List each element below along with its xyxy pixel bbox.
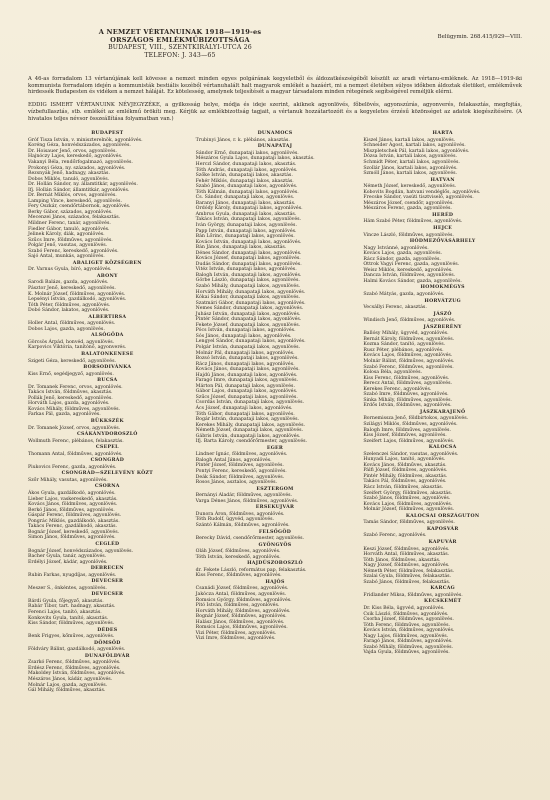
- martyr-entry: Iván György, dunapataji lakos, agyonlövés.: [195, 222, 297, 228]
- name-list-columns: [28, 130, 522, 694]
- martyr-entry: Bognár József, kereskedő, agyonlövés.: [28, 529, 120, 535]
- place-heading: HAJDÚSZOBOSZLÓ: [247, 561, 303, 567]
- martyr-entry: Szabó János, földműves, felakasztás.: [363, 579, 451, 585]
- name-list-column: [196, 130, 355, 690]
- martyr-entry: Mészáros János, kádár, agyonlövés.: [28, 676, 113, 682]
- martyr-entry: Molnár Lajos, gazda, agyonlövés.: [28, 682, 108, 688]
- martyr-entry: Rubin Farkas, nyugdíjas, agyonlövés.: [28, 572, 117, 578]
- martyr-entry: Makoldey István, földműves, agyonlövés.: [28, 671, 126, 677]
- martyr-entry: Gábris István, dunapataji lakos, agyonlövés.: [195, 433, 301, 439]
- name-list-column: [363, 130, 522, 690]
- martyr-entry: Németh Péter, földműves, felakasztás.: [363, 568, 455, 574]
- martyr-entry: Keszi József, földműves, agyonlövés.: [363, 546, 450, 552]
- martyr-entry: Vajda Gyula, földműves, agyonlövés.: [363, 650, 450, 656]
- martyr-entry: Lamping Vince, kereskedő, agyonlövés.: [28, 198, 122, 204]
- place-heading: ABALIGET KÖZSÉGBEN: [72, 260, 142, 266]
- martyr-entry: Fridlander Miksa, földműves, agyonlövés.: [363, 592, 463, 598]
- martyr-entry: Molnár Pál, dunapataji lakos, agyonlövés.: [195, 350, 295, 356]
- martyr-entry: Pontyi Ferenc, kereskedő, agyonlövés.: [195, 469, 287, 475]
- martyr-entry: Kovács Mihály, földműves, agyonlövés.: [28, 406, 121, 412]
- martyr-entry: Szűcs József, dunapataji lakos, agyonlövés.: [195, 394, 298, 400]
- martyr-entry: Takács István, földműves, akasztás.: [28, 390, 113, 396]
- martyr-entry: Fehér Miklós, dunapataji lakos, akasztás.: [195, 178, 294, 184]
- martyr-entry: Bornemissza Jenő, földbirtokos, agyonlövés.: [363, 416, 469, 422]
- martyr-entry: Gáspár Ferenc, földműves, agyonlövés.: [28, 513, 122, 519]
- martyr-entry: Ifj. Hollán Sándor, államtitkár, agyonlövés.: [28, 187, 130, 193]
- martyr-entry: Szabó János, dunapataji lakos, agyonlövés.: [195, 184, 298, 190]
- martyr-entry: Nemes Sándor, dunapataji lakos, agyonlövés.: [195, 306, 304, 312]
- place-heading: DUNAPATAJ: [257, 144, 293, 150]
- martyr-entry: Jakócza Antal, földműves, agyonlövés.: [195, 591, 287, 597]
- martyr-entry: Kiszel János, kartali lakos, agyonlövés.: [363, 137, 456, 143]
- martyr-entry: Pollák Jenő, kereskedő, agyonlövés.: [28, 395, 113, 401]
- martyr-entry: Romsics Lajos, földműves, agyonlövés.: [195, 625, 288, 631]
- martyr-entry: Kolosa Béla, agyonlövés.: [363, 370, 422, 376]
- place-heading: KAPOSVÁR: [426, 526, 459, 532]
- martyr-entry: Sarodi Balázs, gazda, agyonlövés.: [28, 280, 109, 286]
- martyr-entry: K. Molnár József, földműves, agyonlövés.: [28, 291, 126, 297]
- martyr-entry: Szelenczei Sándor, vasutas, agyonlövés.: [363, 451, 459, 457]
- place-heading: BÜKKSZÉK: [90, 419, 124, 425]
- place-heading: KALOCSA: [428, 445, 457, 451]
- martyr-entry: Dénes Sándor, dunapataji lakos, agyonlövés.: [195, 250, 302, 256]
- martyr-entry: Molnár József, földműves, agyonlövés.: [363, 507, 455, 513]
- martyr-entry: Dudás Sándor, dunapataji lakos, agyonlövés.: [195, 261, 302, 267]
- martyr-entry: Tóth István, kereskedő, agyonlövés.: [195, 554, 281, 560]
- martyr-entry: Vizi Péter, földműves, agyonlövés.: [195, 630, 277, 636]
- martyr-entry: Holler Antal, földműves, agyonlövés.: [28, 321, 116, 327]
- martyr-entry: Kiss Sándor, földműves, agyonlövés.: [28, 621, 115, 627]
- place-heading: CEGLÉD: [95, 541, 120, 547]
- martyr-entry: Kovács János, földműves, akasztás.: [363, 462, 447, 468]
- letterhead-line: TELEFON: J. 343—65: [144, 52, 216, 59]
- place-heading: DEVECSER: [91, 579, 124, 585]
- martyr-entry: Szabó Mihály, földműves, agyonlövés.: [363, 644, 454, 650]
- martyr-entry: Dr. Tomanek Ferenc, orvos, agyonlövés.: [28, 384, 123, 390]
- martyr-entry: Konkovits Gyula, tanító, akasztás.: [28, 615, 109, 621]
- martyr-entry: Erdős István, földműves, agyonlövés.: [363, 403, 452, 409]
- martyr-entry: Kovács Lajos, földműves, agyonlövés.: [363, 501, 453, 507]
- place-heading: KAPUVÁR: [428, 539, 457, 545]
- intro-paragraph: A 46-as forradalom 13 vértanújának kell kövesse a nemzet minden egyes polgárának kegyeletből és áldozatkészségéből készült az aradi vértanu-emléknek. Az 1918—1919-iki kommunista forradalom idején a kommunisták bestiális kezéből vértanuhalált halt magyarok emlékét a hazáért, mi a nemzet életében súlyos időkben áldoztak életüket, emlékművek hirdessék Budapesten és vidéken a nemzet háláját. Ez kötelesség, amelynek teljesítését a magyar társadalom minden rétegének segítségével reméljük elérni.: [28, 76, 522, 96]
- place-heading: JÁSZÓ: [433, 311, 452, 317]
- martyr-entry: Ottrok Vagyi Ferenc, gazda, agyonlövés.: [363, 262, 460, 268]
- martyr-entry: Pintér Mihály, földműves, akasztás.: [363, 473, 448, 479]
- martyr-entry: Lieber Lajos, vaskereskedő, akasztás.: [28, 496, 118, 502]
- martyr-entry: Kerekes Mihály, dunapataji lakos, agyonlövés.: [195, 422, 305, 428]
- place-heading: FELSŐGÖD: [258, 529, 292, 535]
- martyr-entry: Hám Szabó Péter, földműves, agyonlövés.: [363, 219, 463, 225]
- martyr-entry: Pásztor Jenő, kereskedő, agyonlövés.: [28, 285, 116, 291]
- martyr-entry: Csik László, földműves, agyonlövés.: [363, 611, 449, 617]
- martyr-entry: Nagy Lajos, földműves, agyonlövés.: [363, 633, 449, 639]
- martyr-entry: Balogh Antal János, agyonlövés.: [195, 457, 272, 463]
- martyr-entry: Halász János, földműves, agyonlövés.: [195, 619, 285, 625]
- martyr-entry: Nagy József, földműves, agyonlövés.: [363, 563, 450, 569]
- martyr-entry: Mészáros Ferenc, gazda, agyonlövés.: [363, 206, 452, 212]
- place-heading: HOMOKMÉGYS: [420, 285, 465, 291]
- martyr-entry: Vakanyi Béla, rendőrfogalmazó, agyonlövés.: [28, 159, 133, 165]
- martyr-entry: Bacher Gyula, tanár, agyonlövés.: [28, 554, 107, 560]
- place-heading: HARTA: [432, 131, 453, 137]
- martyr-entry: Rosos János, asztalos, agyonlövés.: [195, 480, 278, 486]
- martyr-entry: Ballósy Mihály, ügyvéd, agyonlövés.: [363, 331, 449, 337]
- martyr-entry: Szűcs Imre, földműves, agyonlövés.: [28, 237, 113, 243]
- martyr-entry: Tóth János, földműves, akasztás.: [363, 557, 441, 563]
- martyr-entry: Romsics György, földműves, agyonlövés.: [195, 597, 292, 603]
- martyr-entry: Polgár Jenő, vasutas, agyonlövés.: [28, 243, 108, 249]
- place-heading: DUNAMOCS: [257, 131, 293, 137]
- martyr-entry: Szeifert Lajos, földműves, agyonlövés.: [363, 438, 455, 444]
- martyr-entry: Hajnóczy Lajos, kereskedő, agyonlövés.: [28, 154, 123, 160]
- martyr-entry: Bognár József, földműves, agyonlövés.: [195, 614, 287, 620]
- place-heading: ALBERTIRSA: [88, 314, 127, 320]
- martyr-entry: Kovács János, földműves, agyonlövés.: [28, 502, 118, 508]
- martyr-entry: Szalai Gyula, földműves, felakasztás.: [363, 574, 452, 580]
- place-heading: CSÁKÁNYDOROSZLÓ: [76, 432, 138, 438]
- martyr-entry: Schneider Ágost, kartali lakos, agyonlövés.: [363, 143, 466, 149]
- martyr-entry: Fery Oszkár, csendőrtábornok, agyonlövés.: [28, 204, 131, 210]
- martyr-entry: Kiss József, földműves, agyonlövés.: [363, 433, 447, 439]
- martyr-entry: Dr. Bernát Miklós, orvos, agyonlövés.: [28, 193, 117, 199]
- martyr-entry: Ifj. Barta Károly, csendőrőrmester, agyonlövés.: [195, 439, 308, 445]
- martyr-entry: Bán János, dunapataji lakos, akasztás.: [195, 245, 287, 251]
- martyr-entry: Vincze László, földműves, agyonlövés.: [363, 232, 454, 238]
- martyr-entry: Schmidt Péter, kartali lakos, agyonlövés.: [363, 159, 460, 165]
- martyr-entry: Vitéz István, dunapataji lakos, agyonlövés.: [195, 267, 297, 273]
- martyr-entry: Dobos Lajos, gazda, agyonlövés.: [28, 326, 105, 332]
- martyr-entry: Koréng Géza, honvédszázados, agyonlövés.: [28, 143, 131, 149]
- place-heading: ERSEKUJVÁR: [255, 505, 295, 511]
- martyr-entry: Kovács János, dunapataji lakos, agyonlövés.: [195, 367, 300, 373]
- martyr-entry: Sajó Antal, munkás, agyonlövés.: [28, 254, 105, 260]
- martyr-entry: Meszer S., önkéntes, agyonlövés.: [28, 585, 107, 591]
- martyr-entry: Simon János, földműves, agyonlövés.: [28, 535, 116, 541]
- martyr-entry: Balogh István, dunapataji lakos, agyonlövés.: [195, 272, 302, 278]
- martyr-entry: Pongrác Miklós, gazdálkodó, akasztás.: [28, 518, 120, 524]
- martyr-entry: Szántó Kálmán, földműves, agyonlövés.: [195, 522, 290, 528]
- place-heading: BUCSA: [97, 378, 118, 384]
- martyr-entry: Horváth Lajos, gazda, agyonlövés.: [28, 401, 110, 407]
- martyr-entry: Pintér József, földműves, agyonlövés.: [195, 463, 284, 469]
- martyr-entry: Vizi Imre, földműves, agyonlövés.: [195, 636, 276, 642]
- martyr-entry: Mecenzei János, százados, felakasztás.: [28, 215, 121, 221]
- martyr-entry: Kiss Ferenc, földműves, agyonlövés.: [195, 573, 282, 579]
- letterhead-line: A NEMZET VÉRTANUINAK 1918—1919-es: [98, 28, 262, 36]
- martyr-entry: Erdész Ferenc, földműves, agyonlövés.: [28, 665, 121, 671]
- ministry-reference: Belügymin. 268.415/929—VIII.: [437, 34, 522, 40]
- martyr-entry: Tóth András, dunapataji lakos, agyonlövés.: [195, 167, 298, 173]
- martyr-entry: Gróf Tisza István, v. miniszterelnök, agyonlövés.: [28, 137, 143, 143]
- martyr-entry: Herczl Sándor, dunapataji lakos, akasztás.: [195, 161, 297, 167]
- martyr-entry: Ákos Gyula, gazdálkodó, agyonlövés.: [28, 491, 116, 497]
- martyr-entry: Bozsó István, dunapataji lakos, agyonlövés.: [195, 356, 299, 362]
- martyr-entry: Dr. Varnus Gyula, bíró, agyonlövés.: [28, 267, 112, 273]
- martyr-entry: Rusz Péter, plébános, agyonlövés.: [363, 347, 444, 353]
- martyr-entry: Görcsös Árpád, honvéd, agyonlövés.: [28, 339, 115, 345]
- martyr-entry: dr. Fekete László, református pap, felakasztás.: [195, 567, 307, 573]
- martyr-entry: Benk Frigyes, kőműves, agyonlövés.: [28, 634, 115, 640]
- place-heading: KALOCSAI ORSZÁGUTON: [405, 513, 480, 519]
- martyr-entry: Kobovits Bogdán, hatvani vendéglős, agyonlövés.: [363, 189, 481, 195]
- martyr-entry: Polgár István, dunapataji lakos, agyonlövés.: [195, 345, 301, 350]
- place-heading: HERÉD: [432, 212, 454, 218]
- martyr-entry: Szabó János, földműves, agyonlövés.: [363, 496, 451, 502]
- martyr-entry: Szabó Ferenc, földműves, agyonlövés.: [363, 364, 454, 370]
- place-heading: CSEPEL: [95, 445, 119, 451]
- martyr-entry: Csanádi József, földműves, agyonlövés.: [195, 586, 289, 592]
- martyr-entry: Szabó Mátyás, gazda, agyonlövés.: [363, 291, 445, 297]
- place-heading: KARCAG: [430, 586, 455, 592]
- martyr-entry: Lindner Ignác, földműves, agyonlövés.: [195, 452, 288, 458]
- martyr-entry: Berkó János, földműves, agyonlövés.: [28, 507, 115, 513]
- place-heading: JÁSZKARAJENŐ: [419, 409, 466, 415]
- martyr-entry: Németh József, dunapataji lakos, agyonlövés.: [195, 428, 304, 434]
- place-heading: KECSKEMÉT: [423, 599, 462, 605]
- martyr-entry: Ambrus Gyula, dunapataji lakos, akasztás.: [195, 211, 297, 217]
- place-heading: HÓDMEZŐVÁSÁRHELY: [409, 239, 476, 245]
- martyr-entry: Ács József, dunapataji lakos, agyonlövés.: [195, 406, 293, 412]
- martyr-entry: Tóth Gábor, dunapataji lakos, agyonlövés.: [195, 411, 295, 417]
- martyr-entry: Ordódy Károly, dunapataji lakos, agyonlövés.: [195, 206, 303, 212]
- martyr-entry: Dr. Hollán Sándor, ny. államtitkár, agyonlövés.: [28, 182, 138, 188]
- martyr-entry: Faragó Imre, dunapataji lakos, agyonlövés.: [195, 378, 299, 384]
- martyr-entry: Karpovics Viktória, tanítónő, agyonverés.: [28, 345, 127, 351]
- martyr-entry: Tóth Kálmán, dunapataji lakos, agyonlövés.: [195, 189, 299, 195]
- martyr-entry: Szabó Ferenc, agyonlövés.: [363, 533, 427, 539]
- martyr-entry: Szollár János, kartali lakos, agyonlövés.: [363, 165, 458, 171]
- place-heading: CSONGRÁD—SZELEVÉNY KÖZT: [61, 471, 153, 477]
- martyr-entry: Halmi Kovács Sándor, gazda, agyonlövés.: [363, 278, 462, 284]
- martyr-entry: Dancza István, földműves, agyonlövés.: [363, 273, 456, 279]
- martyr-entry: Tóth Péter, földműves, agyonlövés.: [28, 302, 111, 308]
- martyr-entry: Berky Gábor, százados, agyonlövés.: [28, 209, 113, 215]
- martyr-entry: Zsarkó Ferenc, földműves, agyonlövés.: [28, 660, 121, 666]
- martyr-entry: Mildner Ferenc, tanár, agyonlövés.: [28, 220, 111, 226]
- martyr-entry: Miszpletschek Pál, kartali lakos, agyonlövés.: [363, 148, 470, 154]
- martyr-entry: Sinka Mihály, földműves, agyonlövés.: [363, 397, 453, 403]
- martyr-entry: Piukovics Ferenc, gazda, agyonlövés.: [28, 464, 117, 470]
- martyr-entry: Deák Sándor, földműves, agyonlövés.: [195, 474, 285, 480]
- martyr-entry: Csordás István, dunapataji lakos, agyonlövés.: [195, 400, 305, 406]
- martyr-entry: Dr. Hoisauer Jenő, orvos, agyonlövés.: [28, 148, 117, 154]
- martyr-entry: Dr. Kiss Béla, ügyvéd, agyonlövés.: [363, 605, 445, 611]
- martyr-entry: Berecky Dávid, csendőrőrmester, agyonlövés.: [195, 536, 305, 542]
- place-heading: GYÖNGYÖS: [258, 542, 292, 548]
- martyr-entry: Bognár József, honvédszázados, agyonlövés.: [28, 548, 134, 554]
- martyr-entry: Mészáros József, csendőr, agyonlövés.: [363, 200, 454, 206]
- martyr-entry: Cs. Sándor, dunapataji lakos, agyonlövés.: [195, 195, 295, 201]
- place-heading: DEBRECEN: [90, 566, 124, 572]
- martyr-entry: Márton Pál, dunapataji lakos, agyonlövés.: [195, 383, 295, 389]
- martyr-entry: Görbe László, dunapataji lakos, agyonlövés.: [195, 278, 300, 284]
- martyr-entry: Mészáros Gyula Lajos, dunapataji lakos, akasztás.: [195, 156, 315, 162]
- martyr-entry: Kovács Lajos, földműves, agyonlövés.: [363, 353, 453, 359]
- martyr-entry: Tóth Ferenc, földműves, agyonlövés.: [363, 622, 450, 628]
- martyr-entry: Fiedler Gábor, tanuló, agyonlövés.: [28, 226, 110, 232]
- martyr-entry: Thomann Antal, földműves, agyonlövés.: [28, 451, 123, 457]
- martyr-entry: Erdélyi József, kádár, agyonlövés.: [28, 559, 108, 565]
- martyr-entry: Szőke István, dunapataji lakos, akasztás.: [195, 173, 293, 179]
- martyr-entry: Oláh József, földműves, agyonlövés.: [195, 549, 281, 555]
- place-heading: BORSODIVÁNKA: [83, 365, 132, 371]
- martyr-entry: Szeifert György, földműves, akasztás.: [363, 490, 453, 496]
- place-heading: DUNAFÖLDVÁR: [84, 653, 130, 659]
- martyr-entry: Dózsa István, kartali lakos, agyonlövés.: [363, 154, 457, 160]
- martyr-entry: Gábor Lajos, dunapataji lakos, agyonlövés.: [195, 389, 298, 395]
- martyr-entry: Papp István, dunapataji lakos, agyonlövés.: [195, 228, 297, 234]
- martyr-entry: Balogh Imre, földműves, agyonlövés.: [363, 427, 451, 433]
- place-heading: CSONGRÁD: [90, 458, 125, 464]
- martyr-entry: Horváth Antal, földműves, akasztás.: [363, 552, 450, 558]
- document-header: [22, 22, 528, 70]
- martyr-entry: Ferenci Lajos, tanító, akasztás.: [28, 609, 102, 615]
- martyr-entry: Trubinyi János, r. k. plébános, akasztás.: [195, 137, 290, 143]
- martyr-entry: Szabó Imre, földműves, agyonlövés.: [363, 392, 449, 398]
- martyr-entry: Fekete József, dunapataji lakos, agyonlövés.: [195, 322, 301, 328]
- martyr-entry: Bán Lőrinc, dunapataji lakos, agyonlövés.: [195, 234, 295, 240]
- martyr-entry: Wollmuth Ferenc, plébános, felakasztás.: [28, 438, 124, 444]
- martyr-entry: Gál Mihály, földműves, akasztás.: [28, 688, 106, 694]
- place-heading: HAJÓS: [265, 579, 285, 585]
- martyr-entry: Szabó Mihály, dunapataji lakos, agyonlövés.: [195, 283, 301, 289]
- martyr-entry: Kovács Lajos, gazda, agyonlövés.: [363, 251, 443, 257]
- martyr-entry: Farkas Pál, gazda, agyonlövés.: [28, 412, 101, 418]
- committee-letterhead: [50, 28, 310, 60]
- martyr-entry: Pitó István, földműves, agyonlövés.: [195, 603, 280, 609]
- martyr-entry: Rácz István, földműves, akasztás.: [363, 485, 444, 491]
- martyr-entry: Földváry Bálint, gazdálkodó, agyonlövés.: [28, 647, 126, 653]
- martyr-entry: Takács Pál, földműves, agyonlövés.: [363, 479, 447, 485]
- martyr-entry: Molnár Bálint, földműves, agyonlövés.: [363, 359, 455, 364]
- martyr-entry: Bogár István, dunapataji lakos, agyonlövés.: [195, 417, 300, 423]
- martyr-entry: Vecsállyi Ferenc, akasztás.: [363, 305, 427, 311]
- martyr-entry: Kókai Sándor, dunapataji lakos, agyonlövés.: [195, 295, 301, 301]
- martyr-entry: Horváth Mihály, dunapataji lakos, agyonlövés.: [195, 289, 306, 295]
- place-heading: BUDAPEST: [91, 131, 124, 137]
- martyr-entry: Rácz János, dunapataji lakos, agyonlövés.: [195, 361, 295, 367]
- martyr-entry: Weisz Miklós, kereskedő, agyonlövés.: [363, 267, 453, 273]
- martyr-entry: Tamás Sándor, földműves, agyonlövés.: [363, 520, 455, 526]
- martyr-entry: Rácz Sándor, gazda, agyonlövés.: [363, 256, 441, 262]
- martyr-entry: Juhász István, dunapataji lakos, agyonlövés.: [195, 311, 301, 317]
- martyr-entry: Szmóll János, kartali lakos, agyonlövés.: [363, 171, 457, 177]
- martyr-entry: Bárdi Gyula, főjegyző, akasztás.: [28, 598, 104, 604]
- martyr-entry: Berecz Antal, földműves, agyonlövés.: [363, 381, 452, 387]
- place-heading: BALATONKENESE: [81, 352, 134, 357]
- martyr-entry: Kovács István, dunapataji lakos, agyonlövés.: [195, 239, 302, 245]
- martyr-entry: Kovács István, földműves, agyonlövés.: [363, 628, 455, 634]
- place-heading: ALSÓGÖDA: [91, 333, 124, 339]
- martyr-entry: Faragó János, földműves, agyonlövés.: [363, 639, 453, 645]
- place-heading: HEJCE: [433, 225, 453, 231]
- martyr-entry: Kerekes Ferenc, agyonlövés.: [363, 386, 432, 392]
- martyr-entry: Kiss Ernő, segédjegyző, agyonlövés.: [28, 371, 114, 377]
- place-heading: EGER: [266, 445, 284, 451]
- place-heading: HATVAN: [430, 177, 455, 183]
- martyr-entry: Szőr Mihály, vasutas, agyonlövés.: [28, 477, 108, 483]
- martyr-entry: Rabár Tibor, tart. hadnagy, akasztás.: [28, 604, 116, 610]
- martyr-entry: Varga Dénes János, földműves, agyonlövés.: [195, 498, 299, 504]
- martyr-entry: Pintér Sándor, dunapataji lakos, agyonlövés.: [195, 317, 302, 323]
- martyr-entry: Takács István, dunapataji lakos, agyonlövés.: [195, 217, 301, 223]
- martyr-entry: Prokonyi Géza, ny. százados, agyonlövés.: [28, 165, 126, 171]
- place-heading: HORVÁTZUG: [424, 298, 461, 304]
- martyr-entry: Bernányi Aladár, földműves, agyonlövés.: [195, 493, 293, 499]
- martyr-entry: Windisch Jenő, földműves, agyonlövés.: [363, 318, 456, 324]
- martyr-entry: Nagy Istvánné, agyonlövés.: [363, 245, 429, 251]
- martyr-entry: Dunora Áron, földműves, agyonlövés.: [195, 511, 285, 517]
- martyr-entry: Frecske Sándor, vasúti tisztviselő, agyonlövés.: [363, 195, 474, 201]
- letterhead-line: ORSZÁGOS EMLÉKMŰBIZOTTSÁGA: [110, 36, 250, 44]
- martyr-entry: Rezsnyák Jenő, hadnagy, akasztás.: [28, 171, 110, 177]
- martyr-entry: Takács Ferenc, gazdálkodó, akasztás.: [28, 524, 118, 530]
- martyr-entry: Dobos Miklós, tanuló, agyonlövés.: [28, 176, 110, 182]
- list-intro-paragraph: EDDIG ISMERT VÉRTANUINK NÉVJEGYZÉKE, a gyilkosság helye, módja és ideje szerint, akiknek agyonlövés, főbelövés, agyonszúrás, agyonverés, felakasztás, megfojtás, vízbefullasztás, stb. emlékét az emlékmű örökíti meg. Kérjük az emlékbizottság tagjait, a vértanuk hozzátartozóit és a kegyeletes érzésű közönséget az adatok kiegészítésére. (A hivatalos teljes névsor összeállítása folyamatban van.): [28, 102, 522, 122]
- martyr-entry: Kovács József, dunapataji lakos, agyonlövés.: [195, 256, 301, 262]
- martyr-entry: Dobó Sándor, lakatos, agyonlövés.: [28, 308, 110, 314]
- martyr-entry: Pócs István, dunapataji lakos, agyonlövés.: [195, 328, 296, 334]
- martyr-entry: Szilágyi Miklós, földműves, agyonlövés.: [363, 422, 458, 428]
- martyr-entry: Jelinek Károly, diák, agyonlövés.: [28, 232, 105, 238]
- martyr-entry: Szatmári Gábor, dunapataji lakos, agyonlövés.: [195, 300, 306, 306]
- place-heading: CSORNA: [94, 484, 120, 490]
- martyr-entry: Dr. Tomanek József, orvos, agyonlövés.: [28, 425, 121, 431]
- name-list-column: [28, 130, 187, 694]
- martyr-entry: Németh József, kereskedő, agyonlövés.: [363, 184, 457, 190]
- martyr-entry: Lengyel Sándor, dunapataji lakos, agyonlövés.: [195, 339, 306, 345]
- martyr-entry: Sándor Ernő, dunapataji lakos, agyonlövés.: [195, 150, 299, 156]
- martyr-entry: Kiss Ferenc, földműves, agyonlövés.: [363, 375, 450, 381]
- martyr-entry: Lepsényi István, gazdálkodó, agyonlövés.: [28, 297, 127, 303]
- place-heading: DÖMSÖD: [94, 640, 121, 646]
- letterhead-line: BUDAPEST, VIII., SZENTKIRÁLYI-UTCA 26: [108, 44, 252, 51]
- martyr-entry: Hunyadi Lajos, tanító, agyonlövés.: [363, 457, 446, 463]
- martyr-entry: Baranyi János, dunapataji lakos, akasztás.: [195, 200, 296, 206]
- martyr-entry: Hajdú János, dunapataji lakos, agyonlövés.: [195, 372, 298, 378]
- martyr-entry: Szabó Ferenc, kereskedő, agyonlövés.: [28, 248, 119, 254]
- place-heading: ESZTERGOM: [256, 486, 294, 492]
- place-heading: JÁSZBERÉNY: [423, 324, 462, 330]
- place-heading: DEVECSER: [91, 592, 124, 598]
- martyr-entry: Tóth Rudolf, ügyvéd, agyonlövés.: [195, 517, 275, 523]
- martyr-entry: Kozma Sándor, tanító, agyonlövés.: [363, 342, 446, 348]
- martyr-entry: Horváth Mihály, földműves, agyonlövés.: [195, 608, 291, 614]
- martyr-entry: Szigeti Géza, kereskedő, agyonlövés.: [28, 358, 116, 364]
- place-heading: DÉDES: [97, 627, 118, 633]
- martyr-entry: Pálfi József, földműves, agyonlövés.: [363, 468, 448, 474]
- martyr-entry: Sós János, dunapataji lakos, agyonlövés.: [195, 333, 292, 339]
- martyr-entry: Csorba József, földműves, agyonlövés.: [363, 617, 454, 623]
- martyr-entry: Bernát Károly, földműves, agyonlövés.: [363, 336, 455, 342]
- place-heading: ABONY: [96, 273, 118, 279]
